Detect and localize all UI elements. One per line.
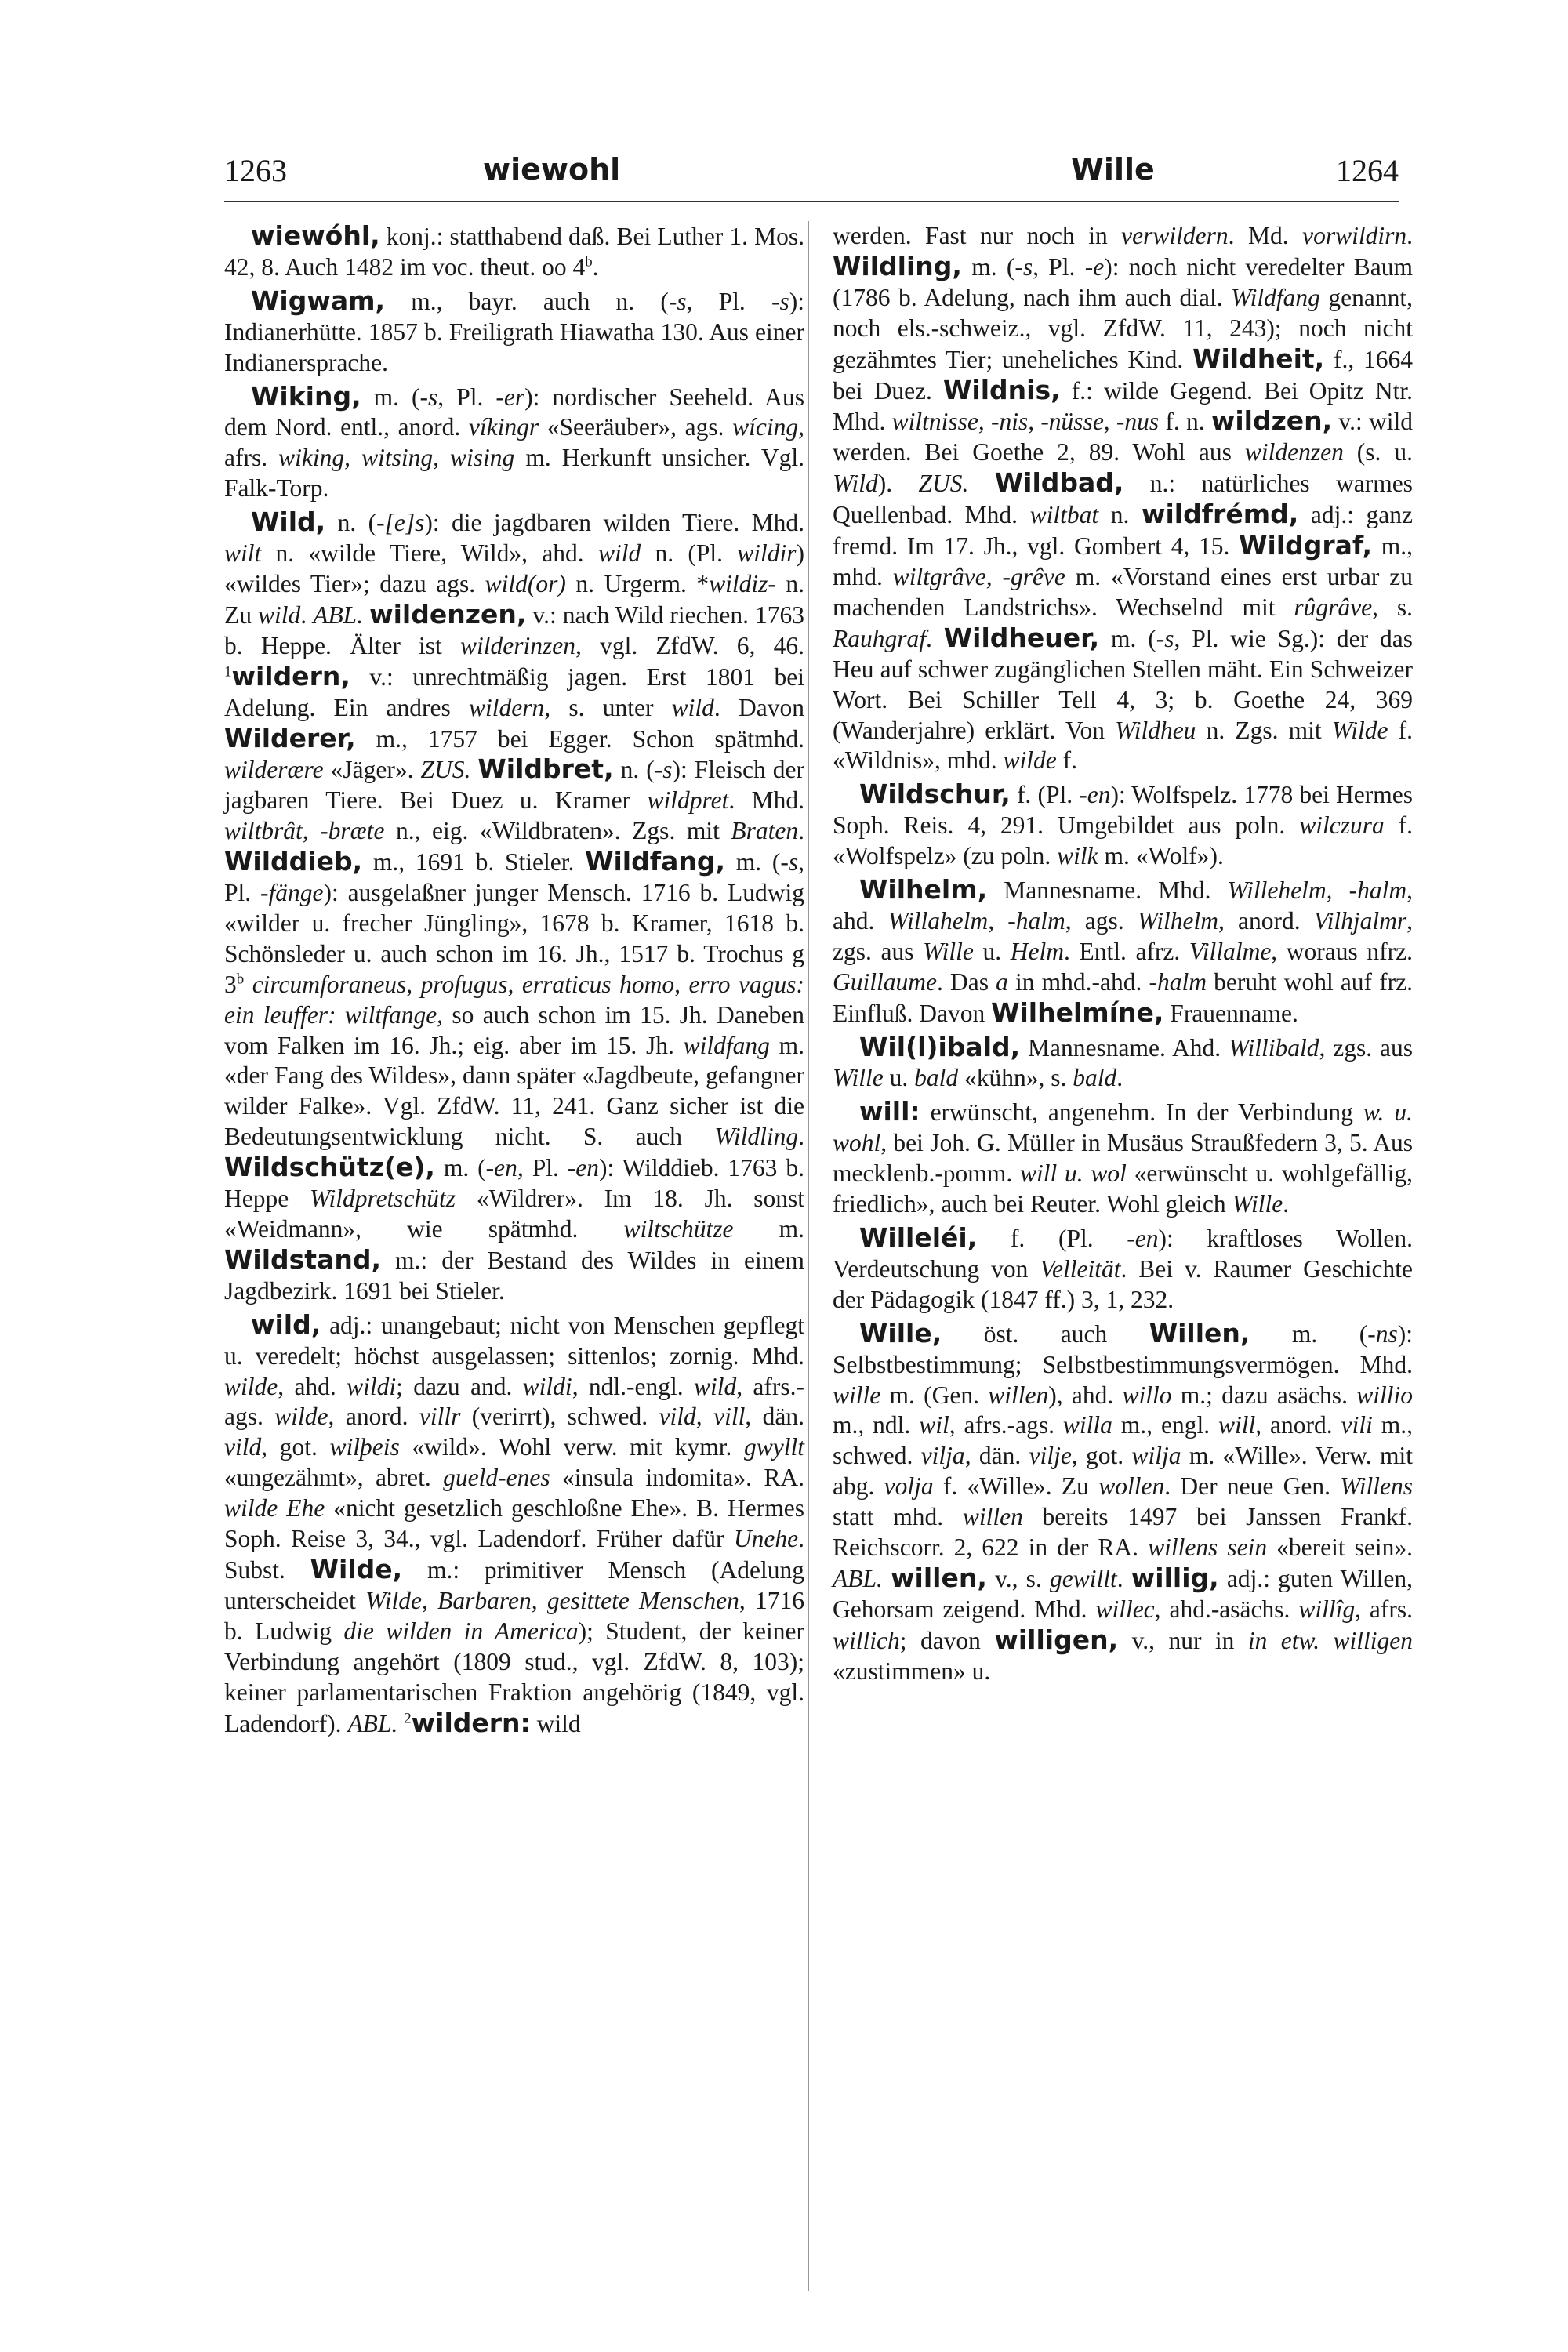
dictionary-entry: Wil(l)ibald, Mannesname. Ahd. Willibald, zgs. aus Wille u. bald «kühn», s. bald. bbox=[833, 1031, 1413, 1092]
dictionary-entry: Wildschur, f. (Pl. -en): Wolfspelz. 1778 bei Hermes Soph. Reis. 4, 291. Umgebildet aus poln. wilczura f. «Wolfspelz» (zu poln. wilk m. «Wolf»). bbox=[833, 779, 1413, 870]
dictionary-entry: Willeléi, f. (Pl. -en): kraftloses Wollen. Verdeutschung von Velleität. Bei v. Raumer Geschichte der Pädagogik (1847 ff.) 3, 1, 232. bbox=[833, 1222, 1414, 1313]
dictionary-entry: wild, adj.: unangebaut; nicht von Menschen gepflegt u. veredelt; höchst ausgelassen; sittenlos; zornig. Mhd. wilde, ahd. wildi; dazu and. wildi, ndl.-engl. wild, afrs.-ags. wilde, anord. villr (verirrt), schwed. vild, vill, dän. vild, got. wilþeis «wild». Wohl verw. mit kymr. gwyllt «ungezähmt», abret. gueld-enes «insula indomita». RA. wilde Ehe «nicht gesetzlich geschloßne Ehe». B. Hermes Soph. Reise 3, 34., vgl. Ladendorf. Früher dafür Unehe. Subst. Wilde, m.: primitiver Mensch (Adelung unterscheidet Wilde, Barbaren, gesittete Menschen, 1716 b. Ludwig die wilden in America); Student, der keiner Verbindung angehört (1809 stud., vgl. ZfdW. 8, 103); keiner parlamentarischen Fraktion angehörig (1849, vgl. Ladendorf). ABL. $^2$wildern: wild bbox=[224, 1308, 804, 1738]
page-number-left: 1263 bbox=[224, 153, 287, 188]
dictionary-entry: Wiking, m. (-s, Pl. -er): nordischer Seeheld. Aus dem Nord. entl., anord. víkingr «Seeräuber», ags. wícing, afrs. wiking, witsing, wising m. Herkunft unsicher. Vgl. Falk-Torp. bbox=[224, 380, 804, 503]
running-header bbox=[224, 146, 1399, 202]
dictionary-entry: Wille, öst. auch Willen, m. (-ns): Selbstbestimmung; Selbstbestimmungsvermögen. Mhd. wille m. (Gen. willen), ahd. willo m.; dazu asächs. willio m., ndl. wil, afrs.-ags. willa m., engl. will, anord. vili m., schwed. vilja, dän. vilje, got. wilja m. «Wille». Verw. mit abg. volja f. «Wille». Zu wollen. Der neue Gen. Willens statt mhd. willen bereits 1497 bei Janssen Frankf. Reichscorr. 2, 622 in der RA. willens sein «bereit sein». ABL. willen, v., s. gewillt. willig, adj.: guten Willen, Gehorsam zeigend. Mhd. willec, ahd.-asächs. willîg, afrs. willich; davon willigen, v., nur in in etw. willigen «zustimmen» u. bbox=[833, 1317, 1414, 1685]
dictionary-entry-continued: werden. Fast nur noch in verwildern. Md. vorwildirn. Wildling, m. (-s, Pl. -e): noch nicht veredelter Baum (1786 b. Adelung, nach ihm auch dial. Wildfang genannt, noch els.-schweiz., vgl. ZfdW. 11, 243); noch nicht gezähmtes Tier; uneheliches Kind. Wildheit, f., 1664 bei Duez. Wildnis, f.: wilde Gegend. Bei Opitz Ntr. Mhd. wiltnisse, -nis, -nüsse, -nus f. n. wildzen, v.: wild werden. Bei Goethe 2, 89. Wohl aus wildenzen (s. u. Wild). ZUS. Wildbad, n.: natürliches warmes Quellenbad. Mhd. wiltbat n. wildfrémd, adj.: ganz fremd. Im 17. Jh., vgl. Gombert 4, 15. Wildgraf, m., mhd. wiltgrâve, -grêve m. «Vorstand eines erst urbar zu machenden Landstrichs». Wechselnd mit rûgrâve, s. Rauhgraf. Wildheuer, m. (-s, Pl. wie Sg.): der das Heu auf schwer zugänglichen Stellen mäht. Ein Schweizer Wort. Bei Schiller Tell 4, 3; b. Goethe 24, 369 (Wanderjahre) erklärt. Von Wildheu n. Zgs. mit Wilde f. «Wildnis», mhd. wilde f. bbox=[833, 222, 1413, 775]
right-column bbox=[833, 221, 1413, 1687]
dictionary-entry: Wilhelm, Mannesname. Mhd. Willehelm, -halm, ahd. Willahelm, -halm, ags. Wilhelm, anord. Vilhjalmr, zgs. aus Wille u. Helm. Entl. afrz. Villalme, woraus nfrz. Guillaume. Das a in mhd.-ahd. -halm beruht wohl auf frz. Einfluß. Davon Wilhelmíne, Frauenname. bbox=[833, 874, 1413, 1028]
dictionary-entry: Wigwam, m., bayr. auch n. (-s, Pl. -s): Indianerhütte. 1857 b. Freiligrath Hiawatha 130. Aus einer Indianersprache. bbox=[224, 285, 804, 376]
column-divider bbox=[808, 221, 809, 2291]
guide-word-right: Wille bbox=[1071, 152, 1155, 187]
dictionary-entry: Wild, n. (-[e]s): die jagdbaren wilden Tiere. Mhd. wilt n. «wilde Tiere, Wild», ahd. wild n. (Pl. wildir) «wildes Tier»; dazu ags. wild(or) n. Urgerm. *wildiz- n. Zu wild. ABL. wildenzen, v.: nach Wild riechen. 1763 b. Heppe. Älter ist wilderinzen, vgl. ZfdW. 6, 46. $^1$wildern, v.: unrechtmäßig jagen. Erst 1801 bei Adelung. Ein andres wildern, s. unter wild. Davon Wilderer, m., 1757 bei Egger. Schon spätmhd. wilderære «Jäger». ZUS. Wildbret, n. (-s): Fleisch der jagbaren Tiere. Bei Duez u. Kramer wildpret. Mhd. wiltbrât, -bræte n., eig. «Wildbraten». Zgs. mit Braten. Wilddieb, m., 1691 b. Stieler. Wildfang, m. (-s, Pl. -fänge): ausgelaßner junger Mensch. 1716 b. Ludwig «wilder u. frecher Jüngling», 1678 b. Kramer, 1618 b. Schönsleder u. auch schon im 16. Jh., 1517 b. Trochus g 3$^b$ circumforaneus, profugus, erraticus homo, erro vagus: ein leuffer: wiltfange, so auch schon im 15. Jh. Daneben vom Falken im 16. Jh.; eig. aber im 15. Jh. wildfang m. «der Fang des Wildes», dann später «Jagdbeute, gefangner wilder Falke». Vgl. ZfdW. 11, 241. Ganz sicher ist die Bedeutungsentwicklung nicht. S. auch Wildling. Wildschütz(e), m. (-en, Pl. -en): Wilddieb. 1763 b. Heppe Wildpretschütz «Wildrer». Im 18. Jh. sonst «Weidmann», wie spätmhd. wiltschütze m. Wildstand, m.: der Bestand des Wildes in einem Jagdbezirk. 1691 bei Stieler. bbox=[224, 506, 805, 1305]
left-column bbox=[224, 221, 804, 1739]
dictionary-entry: wiewóhl, konj.: statthabend daß. Bei Luther 1. Mos. 42, 8. Auch 1482 im voc. theut. oo 4$^b$. bbox=[224, 220, 804, 281]
page-number-right: 1264 bbox=[1336, 153, 1399, 188]
guide-word-left: wiewohl bbox=[483, 152, 621, 187]
dictionary-entry: will: erwünscht, angenehm. In der Verbindung w. u. wohl, bei Joh. G. Müller in Musäus Straußfedern 3, 5. Aus mecklenb.-pomm. will u. wol «erwünscht u. wohlgefällig, friedlich», auch bei Reuter. Wohl gleich Wille. bbox=[833, 1096, 1413, 1218]
